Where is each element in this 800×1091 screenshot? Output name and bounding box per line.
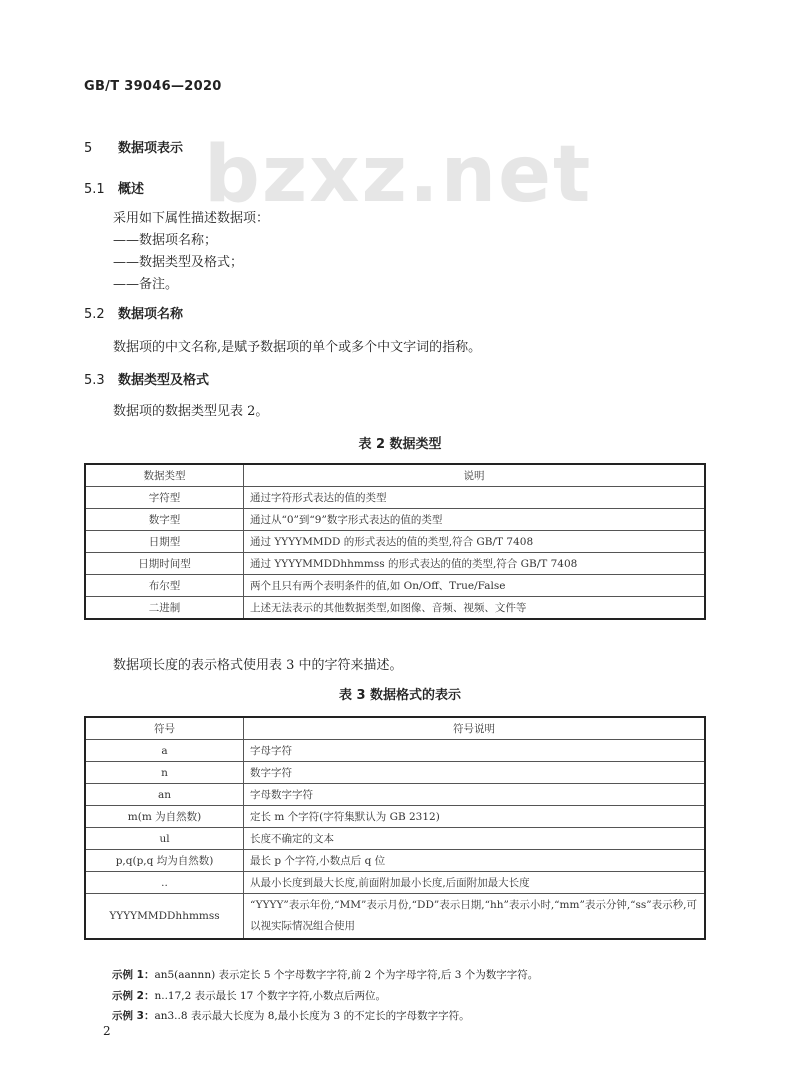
table-row [85,828,705,850]
table-3-caption: 表 3 数据格式的表示 [338,688,462,703]
table-cell: .. [85,872,244,894]
table-row [85,531,705,553]
section-title: 数据项表示 [118,141,184,156]
table-cell: ul [85,828,244,850]
table-row [85,553,705,575]
section-5-3-heading [84,369,209,388]
column-header: 符号说明 [244,717,706,740]
list-item: ——数据类型及格式； [113,255,244,270]
table-cell: a [85,740,244,762]
table-cell: an [85,784,244,806]
table-cell: 通过字符形式表达的值的类型 [244,487,706,509]
table-row [85,597,705,620]
table-cell: 字母数字字符 [244,784,706,806]
example-3 [112,1008,470,1023]
column-header: 符号 [85,717,244,740]
example-text: an5(aannn) 表示定长 5 个字母数字字符,前 2 个为字母字符,后 3 个为数字字符。 [154,969,539,981]
list-item: ——数据项名称； [113,233,218,248]
list-item: ——备注。 [113,277,179,292]
table-row [85,894,705,940]
page-number: 2 [103,1024,111,1038]
section-title: 概述 [118,182,145,197]
table-row [85,762,705,784]
table-cell: 日期时间型 [85,553,244,575]
table-cell: 从最小长度到最大长度,前面附加最小长度,后面附加最大长度 [244,872,706,894]
section-5-1-heading [84,178,144,197]
table-cell: 布尔型 [85,575,244,597]
column-header: 说明 [244,464,706,487]
table-row [85,509,705,531]
table-cell: 上述无法表示的其他数据类型,如图像、音频、视频、文件等 [244,597,706,620]
table-cell: 数字型 [85,509,244,531]
table-row [85,784,705,806]
example-text: an3..8 表示最大长度为 8,最小长度为 3 的不定长的字母数字字符。 [154,1010,470,1022]
table-row [85,806,705,828]
example-label: 示例 3： [112,1010,155,1022]
table-row [85,487,705,509]
section-number: 5 [84,141,93,156]
table-cell: 定长 m 个字符(字符集默认为 GB 2312) [244,806,706,828]
section-number: 5.1 [84,182,105,197]
standard-code: GB/T 39046—2020 [84,79,222,94]
table-cell: 两个且只有两个表明条件的值,如 On/Off、True/False [244,575,706,597]
table-header-row [85,464,705,487]
paragraph: 数据项长度的表示格式使用表 3 中的字符来描述。 [113,658,403,673]
example-label: 示例 2： [112,990,155,1002]
paragraph: 采用如下属性描述数据项： [113,211,270,226]
table-cell: 最长 p 个字符,小数点后 q 位 [244,850,706,872]
table-cell: 通过 YYYYMMDDhhmmss 的形式表达的值的类型,符合 GB/T 7408 [244,553,706,575]
table-cell: 字母字符 [244,740,706,762]
example-text: n..17,2 表示最长 17 个数字字符,小数点后两位。 [154,990,386,1002]
section-5-heading [84,137,183,156]
watermark: bzxz.net [204,130,593,220]
section-number: 5.2 [84,307,105,322]
paragraph: 数据项的中文名称,是赋予数据项的单个或多个中文字词的指称。 [113,340,482,355]
table-cell: 长度不确定的文本 [244,828,706,850]
table-cell: 二进制 [85,597,244,620]
table-header-row [85,717,705,740]
column-header: 数据类型 [85,464,244,487]
example-label: 示例 1： [112,969,155,981]
table-3 [84,716,706,940]
example-2 [112,988,386,1003]
table-cell: p,q(p,q 均为自然数) [85,850,244,872]
table-cell: 字符型 [85,487,244,509]
table-row [85,575,705,597]
table-2 [84,463,706,620]
table-cell: 数字字符 [244,762,706,784]
table-cell: 通过从“0”到“9”数字形式表达的值的类型 [244,509,706,531]
table-row [85,872,705,894]
table-cell: “YYYY”表示年份,“MM”表示月份,“DD”表示日期,“hh”表示小时,“mm”表示分钟,“ss”表示秒,可以视实际情况组合使用 [244,894,706,940]
section-5-2-heading [84,303,183,322]
table-cell: n [85,762,244,784]
table-row [85,740,705,762]
table-cell: YYYYMMDDhhmmss [85,894,244,940]
paragraph: 数据项的数据类型见表 2。 [113,404,269,419]
example-1 [112,967,538,982]
section-number: 5.3 [84,373,105,388]
section-title: 数据类型及格式 [118,373,210,388]
table-2-caption: 表 2 数据类型 [358,437,442,452]
table-cell: 通过 YYYYMMDD 的形式表达的值的类型,符合 GB/T 7408 [244,531,706,553]
table-cell: m(m 为自然数) [85,806,244,828]
section-title: 数据项名称 [118,307,184,322]
table-cell: 日期型 [85,531,244,553]
table-row [85,850,705,872]
